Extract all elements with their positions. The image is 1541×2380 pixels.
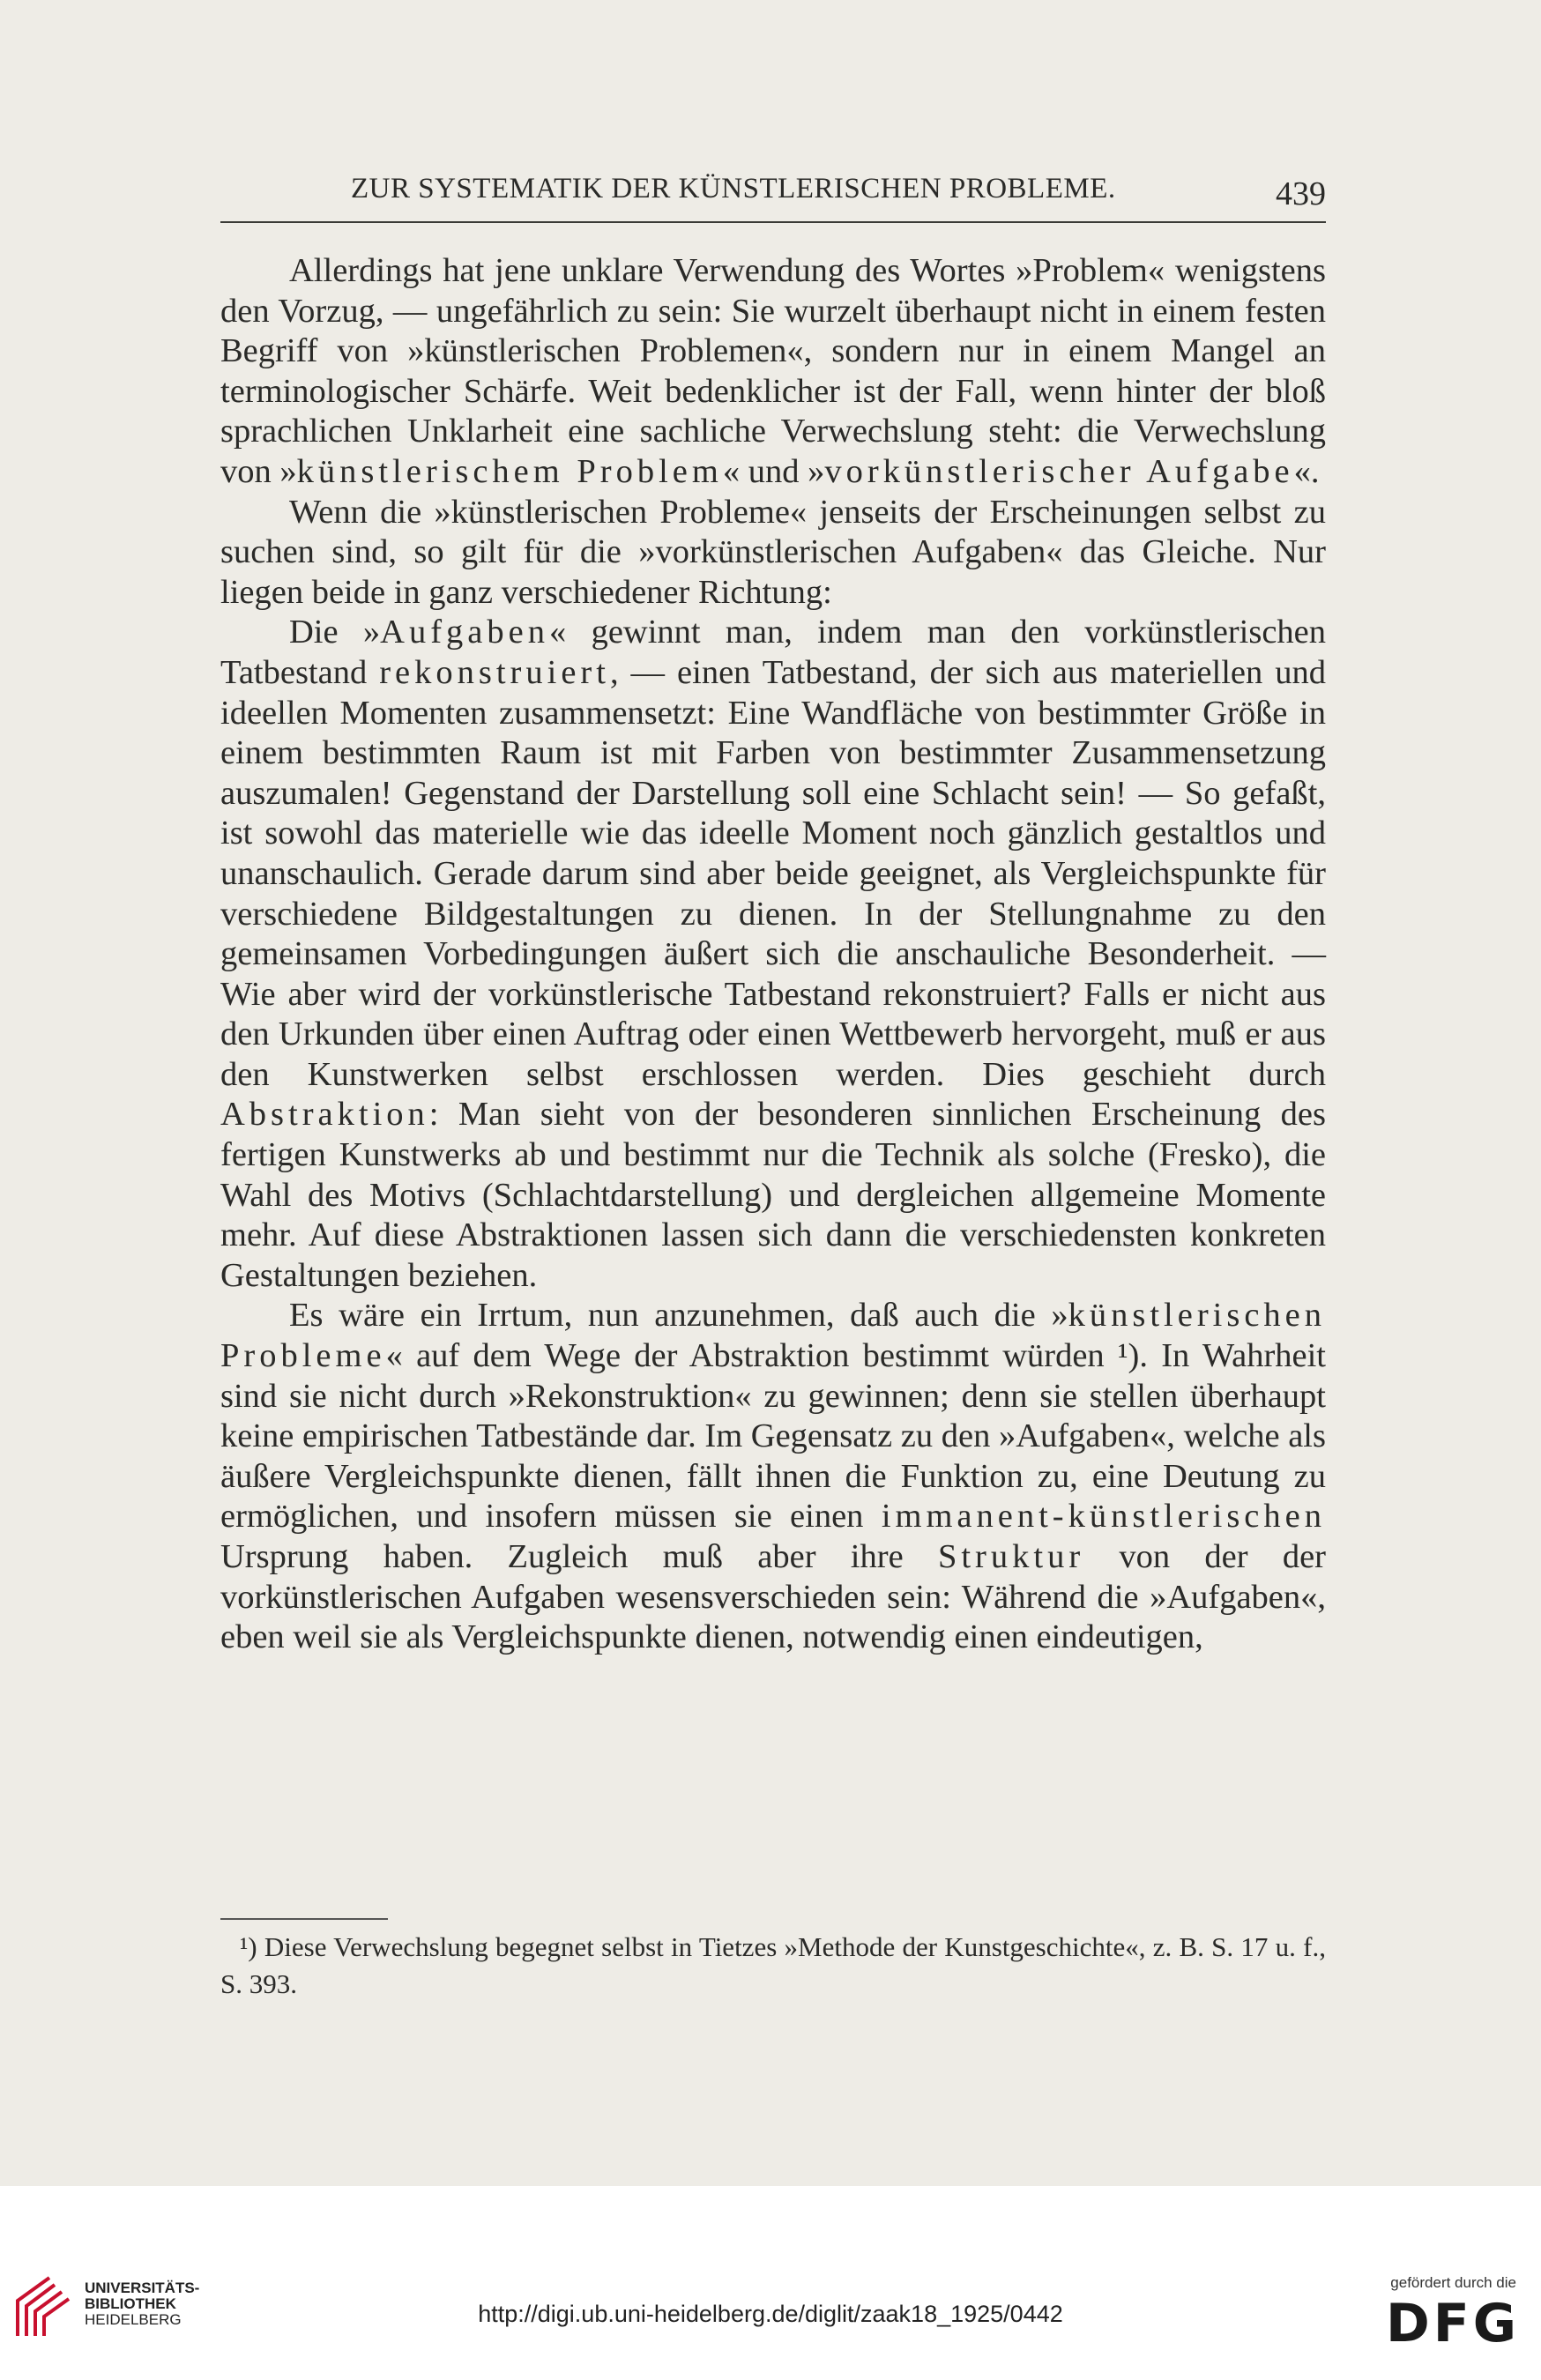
text-run: Wenn die »künstlerischen Probleme« jenseits der Erscheinungen selbst zu suchen sind, so gilt für die »vorkünstlerischen Aufgaben« das Gleiche. Nur liegen beide in ganz verschiedener Richtung: (220, 493, 1326, 611)
paragraph (220, 251, 1326, 493)
library-name-line2: BIBLIOTHEK (85, 2295, 176, 2312)
paragraph (220, 493, 1326, 614)
spaced-emphasis: Abstraktion (220, 1096, 429, 1134)
text-run: von der der vorkünstlerischen Aufgaben wesensverschieden sein: Während die »Aufgaben«, eben weil sie als Vergleichspunkte dienen, notwendig einen eindeutigen, (220, 1538, 1326, 1656)
footnote-rule (220, 1918, 388, 1920)
body-text (220, 251, 1326, 1658)
running-head (220, 173, 1326, 222)
page-number: 439 (1276, 175, 1326, 212)
source-url-link[interactable]: http://digi.ub.uni-heidelberg.de/diglit/zaak18_1925/0442 (478, 2301, 1063, 2327)
running-title: ZUR SYSTEMATIK DER KÜNSTLERISCHEN PROBLEME. (351, 173, 1116, 205)
header-rule (220, 221, 1326, 223)
library-name-line3: HEIDELBERG (85, 2311, 182, 2328)
spaced-emphasis: rekonstruiert (379, 653, 610, 691)
digitization-footer (0, 2186, 1541, 2380)
paragraph (220, 613, 1326, 1296)
funding-credit: gefördert durch die (1390, 2274, 1516, 2291)
paragraph (220, 1296, 1326, 1657)
text-run: Es wäre ein Irrtum, nun anzunehmen, daß auch die » (289, 1297, 1068, 1335)
text-run: Allerdings hat jene unklare Verwendung des Wortes »Problem« wenigstens den Vorzug, — ungefährlich zu sein: Sie wurzelt überhaupt nicht in einem festen Begriff von »künstlerischen Problemen«, sondern nur in einem Mangel an terminologischer Schärfe. Weit bedenklicher ist der Fall, wenn hinter der bloß sprachlichen Unklarheit eine sachliche Verwechslung steht: die Verwechslung von » (220, 252, 1326, 490)
spaced-emphasis: Struktur (937, 1538, 1085, 1575)
text-run: « auf dem Wege der Abstraktion bestimmt würden ¹). In Wahrheit sind sie nicht durch »Rekonstruktion« zu gewinnen; denn sie stellen überhaupt keine empirischen Tatbestände dar. Im Gegensatz zu den »Aufgaben«, welche als äußere Vergleichspunkte dienen, fällt ihnen die Funktion zu, eine Deutung zu ermöglichen, und insofern müssen sie einen (220, 1337, 1326, 1536)
footnote (220, 1929, 1326, 2003)
spaced-emphasis: Aufgaben (380, 614, 549, 651)
text-run: « gewinnt man, indem man den vorkünstlerischen Tatbestand (220, 614, 1326, 691)
text-run: Die » (289, 614, 381, 651)
footnote-text: ¹) Diese Verwechslung begegnet selbst in Tietzes »Methode der Kunstgeschichte«, z. B. S. 17 u. f., S. 393. (220, 1931, 1326, 1999)
spaced-emphasis: vorkünstlerischer Aufgabe (824, 452, 1294, 490)
text-run: : Man sieht von der besonderen sinnlichen Erscheinung des fertigen Kunstwerks ab und bestimmt nur die Technik als solche (Fresko), die Wahl des Motivs (Schlachtdarstellung) und dergleichen allgemeine Momente mehr. Auf diese Abstraktionen lassen sich dann die verschiedensten konkreten Gestaltungen beziehen. (220, 1096, 1326, 1294)
text-run: Ursprung haben. Zugleich muß aber ihre (220, 1538, 938, 1575)
spaced-emphasis: immanent-künstlerischen (881, 1498, 1326, 1536)
library-name-line1: UNIVERSITÄTS- (85, 2280, 200, 2296)
spaced-emphasis: künstlerischen Probleme (220, 1297, 1326, 1375)
text-run: «. (1293, 452, 1320, 490)
text-run: « und » (722, 452, 825, 490)
spaced-emphasis: künstlerischem Problem (296, 452, 723, 490)
text-run: , — einen Tatbestand, der sich aus materiellen und ideellen Momenten zusammensetzt: Eine Wandfläche von bestimmter Größe in einem bestimmten Raum ist mit Farben von bestimmter Zusammensetzung auszumalen! Gegenstand der Darstellung soll eine Schlacht sein! — So gefaßt, ist sowohl das materielle wie das ideelle Moment noch gänzlich gestaltlos und unanschaulich. Gerade darum sind aber beide geeignet, als Vergleichspunkte für verschiedene Bildgestaltungen zu dienen. In der Stellungnahme zu den gemeinsamen Vorbedingungen äußert sich die anschauliche Besonderheit. — Wie aber wird der vorkünstlerische Tatbestand rekonstruiert? Falls er nicht aus den Urkunden über einen Auftrag oder einen Wettbewerb hervorgeht, muß er aus den Kunstwerken selbst erschlossen werden. Dies geschieht durch (220, 653, 1326, 1093)
dfg-logo: DFG (1385, 2293, 1520, 2354)
